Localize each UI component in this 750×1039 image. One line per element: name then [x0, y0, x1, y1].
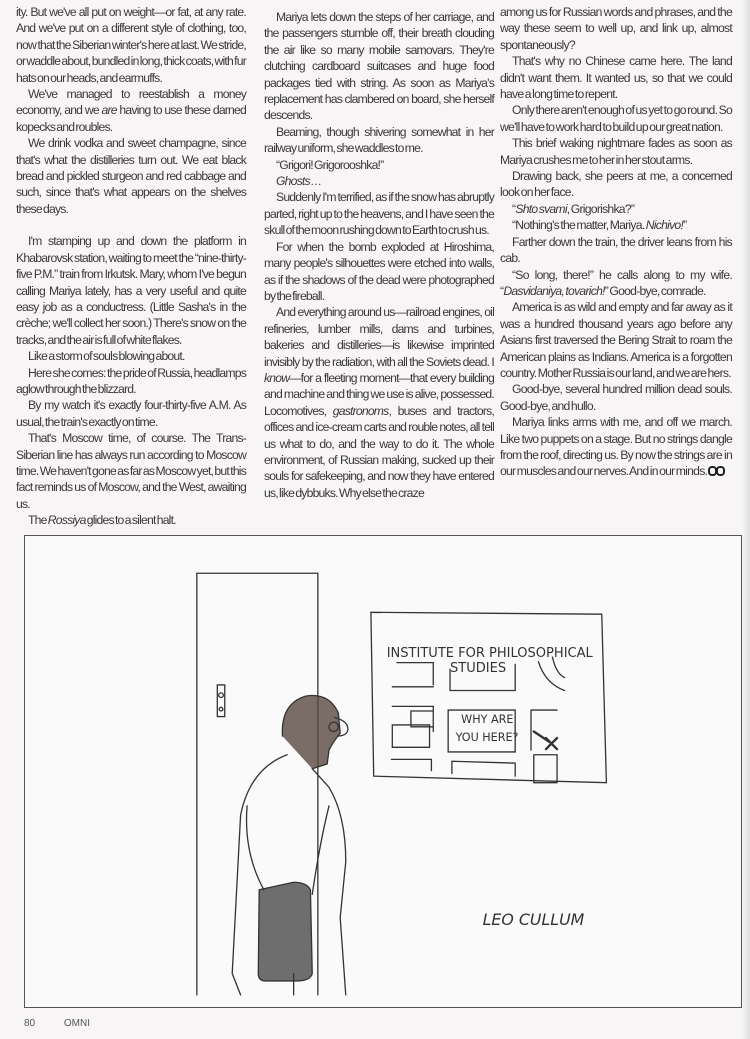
text-run: For when the bomb exploded at Hiroshima, many people's silhouettes were etched into walls, as if the shadows of the dead were photographed by the fireball. — [264, 239, 494, 303]
text-run: Beaming, though shivering somewhat in her railway uniform, she waddles to me. — [264, 124, 494, 156]
italic-text: Rossiya — [47, 513, 86, 528]
paragraph — [264, 239, 494, 305]
text-run: among us for Russian words and phrases, and the way these seem to well up, and link up, almost spontaneously? — [500, 5, 732, 52]
article-column-3 — [500, 4, 732, 480]
text-run: Like a storm of souls blowing about. — [28, 349, 185, 364]
text-run: Drawing back, she peers at me, a concerned look on her face. — [500, 169, 732, 200]
text-run: Here she comes: the pride of Russia, headlamps aglow through the blizzard. — [16, 365, 246, 396]
sign-callout-line-1: WHY ARE — [461, 713, 514, 727]
paragraph — [16, 4, 246, 86]
article-column-1 — [16, 4, 246, 529]
end-of-article-icon — [708, 466, 725, 476]
paragraph — [264, 189, 494, 238]
sign-title-line-1: INSTITUTE FOR PHILOSOPHICAL — [386, 646, 593, 662]
text-run: Good-bye, several hundred million dead souls. Good-bye, and hullo. — [500, 382, 732, 413]
text-run: “Nothing's the matter, Mariya. — [512, 218, 646, 233]
paragraph — [16, 512, 246, 528]
text-run: We drink vodka and sweet champagne, since that's what the distilleries turn out. We eat black bread and pickled sturgeon and red cabbage and such, since that's what appears on the shelves these days. — [16, 136, 246, 216]
paragraph — [16, 348, 246, 364]
text-run: “So long, there!” he calls along to my wife. “ — [500, 267, 732, 298]
map-sign-drawing — [371, 612, 607, 782]
text-run: glides to a silent halt. — [85, 513, 176, 528]
text-run: Suddenly I'm terrified, as if the snow has abruptly parted, right up to the heavens, and I have seen the skull of the moon rushing down to Earth to crush us. — [264, 190, 494, 238]
magazine-name: OMNI — [63, 1018, 91, 1029]
italic-text: Dasvidaniya, tovarich! — [503, 283, 605, 298]
text-run: That's Moscow time, of course. The Trans-Siberian line has always run according to Moscow time. We haven't gone as far as Moscow yet, but this fact reminds us of Moscow, and the West, awaiting us. — [16, 431, 246, 511]
paragraph — [500, 201, 732, 217]
paragraph — [16, 365, 246, 398]
paragraph — [500, 4, 732, 53]
text-run: , buses and tractors, offices and ice-cream carts and rouble notes, all tell us what to do, and the way to do it. The whole environment, of Russian making, sucked up their souls for safekeeping, and now they have entered us, like dybbuks. Why else the craze — [264, 403, 494, 500]
text-run: I'm stamping up and down the platform in Khabarovsk station, waiting to meet the “nine-thirty-five P.M.” train from Irkutsk. Mary, whom I've begun calling Mariya lately, has a very useful and quite easy job as a conductress. (Little Sasha's in the crèche; we'll collect her soon.) There's snow on the tracks, and the air is full of white flakes. — [16, 234, 246, 347]
paragraph — [500, 102, 732, 135]
text-run: , Grigorishka?” — [566, 201, 635, 216]
text-run: —for a fleeting moment—that every building and machine and thing we use is alive, possessed. Locomotives, — [264, 370, 494, 418]
sign-title-line-2: STUDIES — [450, 660, 507, 676]
paragraph — [500, 414, 732, 480]
text-run: Mariya lets down the steps of her carriage, and the passengers stumble off, their breath clouding the air like so many mobile samovars. They're clutching cardboard suitcases and huge food packages tied with string. As soon as Mariya's replacement has clambered on board, she herself descends. — [264, 10, 494, 123]
text-run: This brief waking nightmare fades as soon as Mariya crushes me to her in her stout arms. — [500, 136, 732, 167]
paragraph — [16, 86, 246, 135]
paragraph — [264, 173, 494, 189]
text-run: Farther down the train, the driver leans from his cab. — [500, 234, 732, 266]
italic-text: Shto svami — [515, 201, 567, 216]
text-run: “ — [512, 201, 516, 216]
paragraph — [16, 135, 246, 217]
text-run: Only there aren't enough of us yet to go round. So we'll have to work hard to build up our great nation. — [500, 103, 732, 134]
text-run: “Grigori! Grigorooshka!” — [276, 157, 384, 172]
italic-text: Ghosts . . . — [276, 174, 322, 189]
text-run: ” Good-bye, comrade. — [604, 283, 706, 298]
italic-text: gastronoms — [332, 403, 389, 418]
page-number: 80 — [24, 1018, 36, 1029]
paragraph — [264, 304, 494, 501]
text-run: By my watch it's exactly four-thirty-five A.M. As usual, the train's exactly on time. — [16, 398, 246, 429]
text-run: having to use these darned kopecks and roubles. — [16, 103, 246, 134]
paragraph — [500, 381, 732, 414]
paragraph — [500, 217, 732, 233]
man-drawing — [232, 696, 348, 995]
text-run: We've managed to reestablish a money economy, and we — [16, 87, 246, 118]
paragraph — [500, 267, 732, 300]
paragraph — [500, 53, 732, 102]
sign-callout-line-2: YOU HERE? — [455, 730, 519, 744]
paragraph — [500, 135, 732, 168]
text-run: America is as wild and empty and far away as it was a hundred thousand years ago before any Asians first traversed the Bering Strait to roam the American plains as Indians. America is a forgotten country. Mother Russia is our land, and we are hers. — [500, 300, 732, 380]
paragraph — [500, 168, 732, 201]
page-footer — [24, 1018, 116, 1029]
text-run: ” — [683, 218, 687, 233]
text-run: That's why no Chinese came here. The land didn't want them. It wanted us, so that we could have a long time to repent. — [500, 54, 732, 102]
italic-text: are — [101, 103, 117, 118]
paragraph — [264, 124, 494, 157]
paragraph — [16, 430, 246, 512]
italic-text: Nichivo! — [645, 218, 684, 233]
cartoon-illustration — [24, 535, 742, 1008]
article-column-2 — [264, 9, 494, 501]
paragraph — [16, 233, 246, 348]
paragraph — [500, 234, 732, 267]
text-run: ity. But we've all put on weight—or fat, at any rate. And we've put on a different style of clothing, too, now that the Siberian winter's here at last. We stride, or waddle about, bundled in long, thick coats, with fur hats on our heads, and earmuffs. — [16, 5, 246, 85]
paragraph — [16, 397, 246, 430]
text-run: The — [28, 513, 48, 528]
paragraph — [500, 299, 732, 381]
italic-text: know — [264, 370, 290, 385]
page-edge-shadow — [742, 0, 750, 1039]
text-run: Mariya links arms with me, and off we march. Like two puppets on a stage. But no strings dangle from the roof, directing us. By now the strings are in our muscles and our nerves. And in our minds. — [500, 415, 732, 479]
paragraph — [264, 157, 494, 173]
cartoonist-signature: LEO CULLUM — [482, 910, 585, 930]
paragraph — [264, 9, 494, 124]
text-run: And everything around us—railroad engines, oil refineries, lumber mills, dams and turbines, bakeries and distilleries—is likewise imprinted invisibly by the radiation, with all the Soviets dead. I — [264, 305, 494, 369]
